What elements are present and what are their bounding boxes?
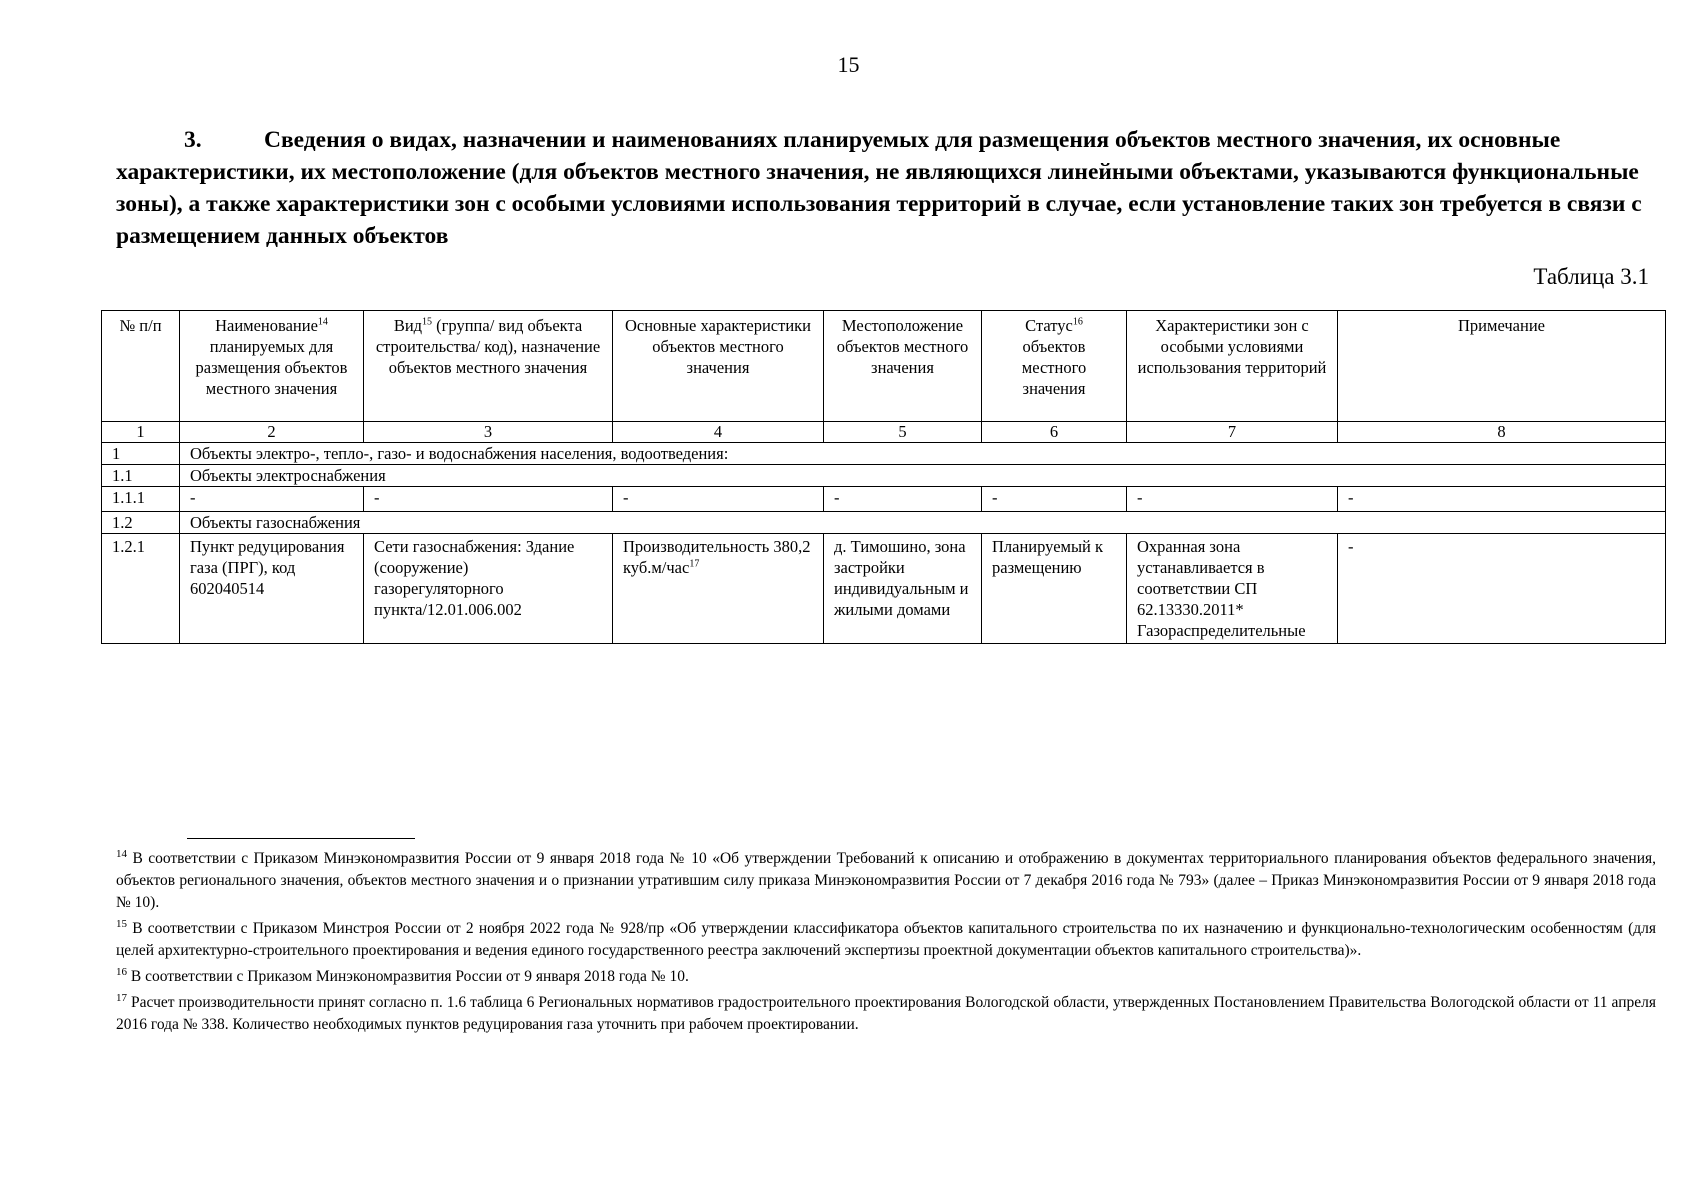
object-name-cell: Пункт редуцирования газа (ПРГ), код 602040514 xyxy=(180,534,364,644)
header-cell: Статус$^{16}$ объектов местного значения xyxy=(982,311,1127,422)
column-number: 2 xyxy=(180,422,364,443)
header-cell: № п/п xyxy=(102,311,180,422)
table-caption: Таблица 3.1 xyxy=(1533,264,1649,289)
row-number: 1 xyxy=(102,443,180,465)
table-cell: - xyxy=(982,487,1127,512)
table-row-section-1-2 xyxy=(102,512,1666,534)
table-row-1-1-1 xyxy=(102,487,1666,512)
footnote-17: $^{17}$ Расчет производительности принят согласно п. 1.6 таблица 6 Региональных нормативов градостроительного проектирования Вологодской области, утвержденных Постановлением Правительства Вологодской области от 11 апреля 2016 года № 338. Количество необходимых пунктов редуцирования газа уточнить при рабочем проектировании. xyxy=(116,991,1657,1033)
section-title-cell: Объекты электро-, тепло-, газо- и водоснабжения населения, водоотведения: xyxy=(180,443,1666,465)
section-title-cell: Объекты газоснабжения xyxy=(180,512,1666,534)
column-number: 8 xyxy=(1338,422,1666,443)
row-number: 1.2 xyxy=(102,512,180,534)
table-cell: - xyxy=(180,487,364,512)
row-number: 1.2.1 xyxy=(102,534,180,644)
objects-table xyxy=(101,310,1666,644)
table-cell: - xyxy=(364,487,613,512)
section-heading xyxy=(116,124,1656,252)
column-number-row xyxy=(102,422,1666,443)
column-number: 3 xyxy=(364,422,613,443)
header-cell: Вид$^{15}$ (группа/ вид объекта строительства/ код), назначение объектов местного значения xyxy=(364,311,613,422)
location-cell: д. Тимошино, зона застройки индивидуальным и жилыми домами xyxy=(824,534,982,644)
characteristics-cell: Производительность 380,2 куб.м/час$^{17}$ xyxy=(613,534,824,644)
footnote-16: $^{16}$ В соответствии с Приказом Минэкономразвития России от 9 января 2018 года № 10. xyxy=(116,965,689,985)
table-header-row xyxy=(102,311,1666,422)
table-cell: - xyxy=(824,487,982,512)
header-cell: Основные характеристики объектов местного значения xyxy=(613,311,824,422)
column-number: 7 xyxy=(1127,422,1338,443)
table-row-1-2-1 xyxy=(102,534,1666,644)
section-title-cell: Объекты электроснабжения xyxy=(180,465,1666,487)
footnote-15: $^{15}$ В соответствии с Приказом Минстроя России от 2 ноября 2022 года № 928/пр «Об утверждении классификатора объектов капитального строительства по их назначению и функционально-технологическим особенностям (для целей архитектурно-строительного проектирования и ведения единого государственного реестра заключений экспертизы проектной документации объектов капитального строительства)». xyxy=(116,917,1657,959)
page-number: 15 xyxy=(837,52,860,77)
object-kind-cell: Сети газоснабжения: Здание (сооружение) газорегуляторного пункта/12.01.006.002 xyxy=(364,534,613,644)
table-cell: - xyxy=(1127,487,1338,512)
status-cell: Планируемый к размещению xyxy=(982,534,1127,644)
table-cell: - xyxy=(1338,487,1666,512)
table-row-section-1 xyxy=(102,443,1666,465)
header-cell: Местоположение объектов местного значения xyxy=(824,311,982,422)
column-number: 6 xyxy=(982,422,1127,443)
row-number: 1.1 xyxy=(102,465,180,487)
header-cell: Примечание xyxy=(1338,311,1666,422)
column-number: 5 xyxy=(824,422,982,443)
table-row-section-1-1 xyxy=(102,465,1666,487)
footnotes xyxy=(116,848,1656,1040)
column-number: 1 xyxy=(102,422,180,443)
table-cell: - xyxy=(613,487,824,512)
section-number: 3. xyxy=(184,127,202,153)
zones-cell: Охранная зона устанавливается в соответствии СП 62.13330.2011* Газораспределительные xyxy=(1127,534,1338,644)
header-cell: Наименование$^{14}$ планируемых для размещения объектов местного значения xyxy=(180,311,364,422)
column-number: 4 xyxy=(613,422,824,443)
footnote-divider xyxy=(187,838,415,839)
footnote-14: $^{14}$ В соответствии с Приказом Минэкономразвития России от 9 января 2018 года № 10 «Об утверждении Требований к описанию и отображению в документах территориального планирования объектов федерального значения, объектов регионального значения, объектов местного значения и о признании утратившим силу приказа Минэкономразвития России от 7 декабря 2016 года № 793» (далее – Приказ Минэкономразвития России от 9 января 2018 года № 10). xyxy=(116,847,1657,911)
section-title: Сведения о видах, назначении и наименованиях планируемых для размещения объектов местного значения, их основные характеристики, их местоположение (для объектов местного значения, не являющихся линейными объектами, указываются функциональные зоны), а также характеристики зон с особыми условиями использования территорий в случае, если установление таких зон требуется в связи с размещением данных объектов xyxy=(116,127,1642,249)
row-number: 1.1.1 xyxy=(102,487,180,512)
note-cell: - xyxy=(1338,534,1666,644)
header-cell: Характеристики зон с особыми условиями использования территорий xyxy=(1127,311,1338,422)
